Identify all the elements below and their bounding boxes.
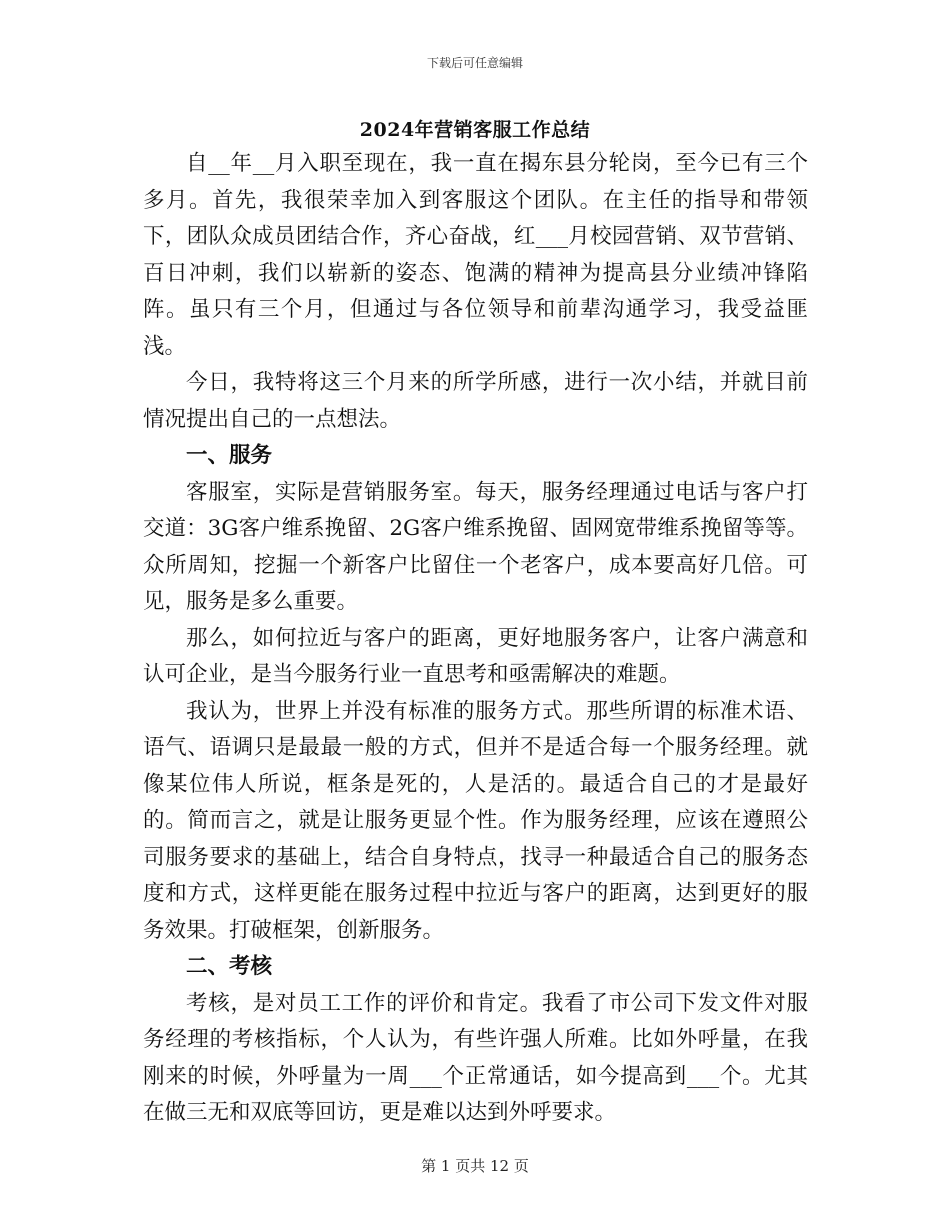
intro-paragraph: 自__年__月入职至现在，我一直在揭东县分轮岗，至今已有三个多月。首先，我很荣幸加入到客服这个团队。在主任的指导和带领下，团队众成员团结合作，齐心奋战，红___月校园营销、双节营销、百日冲刺，我们以崭新的姿态、饱满的精神为提高县分业绩冲锋陷阵。虽只有三个月，但通过与各位领导和前辈沟通学习，我受益匪浅。 — [143, 151, 808, 359]
section-heading-service: 一、服务 — [186, 443, 273, 468]
service-paragraph: 我认为，世界上并没有标准的服务方式。那些所谓的标准术语、语气、语调只是最最一般的方式，但并不是适合每一个服务经理。就像某位伟人所说，框条是死的，人是活的。最适合自己的才是最好的。简而言之，就是让服务更显个性。作为服务经理，应该在遵照公司服务要求的基础上，结合自身特点，找寻一种最适合自己的服务态度和方式，这样更能在服务过程中拉近与客户的距离，达到更好的服务效果。打破框架，创新服务。 — [143, 698, 808, 943]
document-body — [143, 146, 808, 1132]
assessment-paragraph: 考核，是对员工工作的评价和肯定。我看了市公司下发文件对服务经理的考核指标，个人认为，有些许强人所难。比如外呼量，在我刚来的时候，外呼量为一周___个正常通话，如今提高到___个。尤其在做三无和双底等回访，更是难以达到外呼要求。 — [143, 990, 808, 1125]
service-paragraph: 那么，如何拉近与客户的距离，更好地服务客户，让客户满意和认可企业，是当今服务行业一直思考和亟需解决的难题。 — [143, 625, 808, 687]
document-title: 2024年营销客服工作总结 — [359, 119, 591, 141]
page-footer: 第 1 页共 12 页 — [421, 1157, 529, 1175]
section-heading-assessment: 二、考核 — [186, 954, 273, 979]
header-note: 下载后可任意编辑 — [426, 56, 523, 70]
intro-paragraph: 今日，我特将这三个月来的所学所感，进行一次小结，并就目前情况提出自己的一点想法。 — [143, 370, 808, 432]
service-paragraph: 客服室，实际是营销服务室。每天，服务经理通过电话与客户打交道：3G客户维系挽留、2G客户维系挽留、固网宽带维系挽留等等。众所周知，挖掘一个新客户比留住一个老客户，成本要高好几倍。可见，服务是多么重要。 — [143, 479, 808, 614]
